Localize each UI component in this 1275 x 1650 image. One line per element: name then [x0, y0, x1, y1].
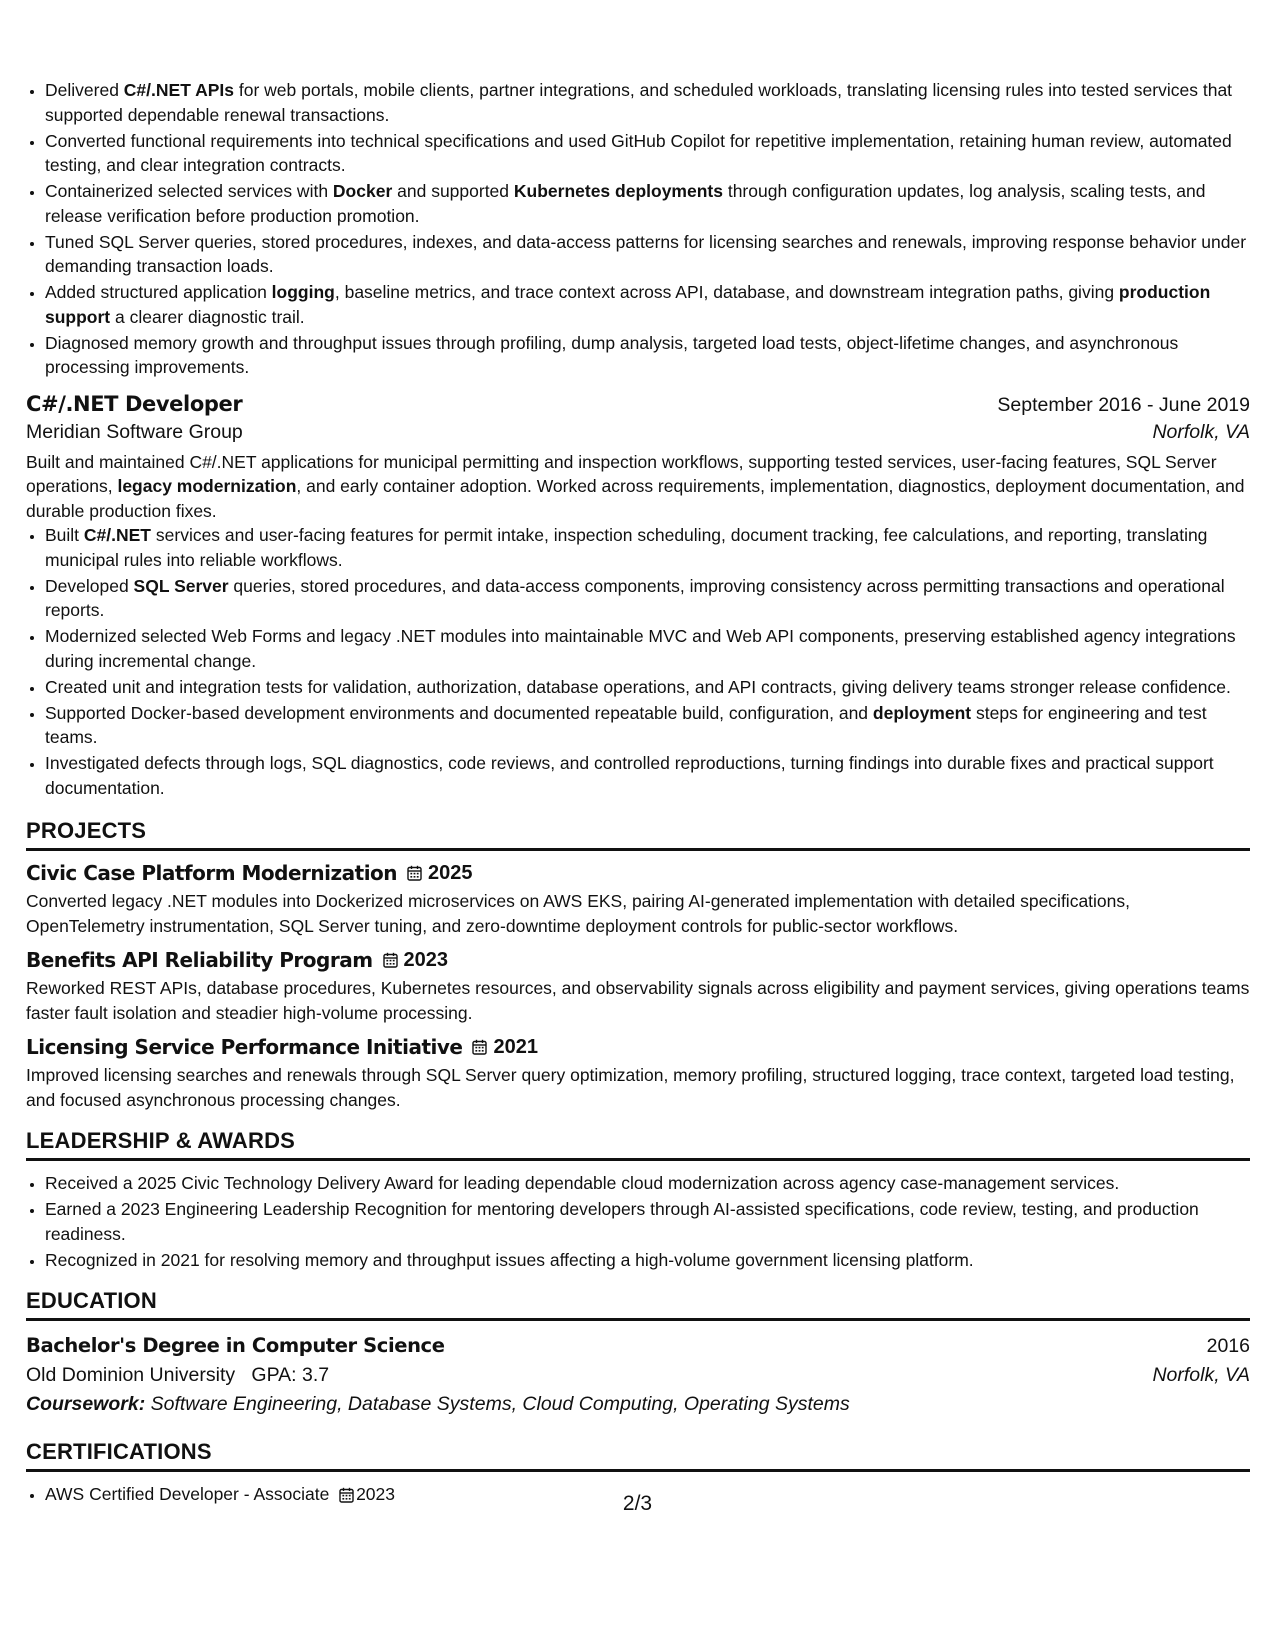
bullet-item — [45, 574, 1250, 623]
bullet-item — [45, 280, 1250, 329]
award-item: • Earned a 2023 Engineering Leadership Recognition for mentoring developers through AI-assisted specifications, code review, testing, and production readiness. — [45, 1197, 1250, 1246]
bold-text: logging — [271, 282, 335, 302]
certification-year: 2023 — [356, 1484, 395, 1504]
graduation-year: 2016 — [1206, 1335, 1250, 1357]
project-year: 2021 — [493, 1035, 538, 1058]
job-header — [26, 392, 1250, 417]
calendar-icon — [407, 865, 422, 881]
coursework-label: Coursework: — [26, 1393, 146, 1415]
projects-list — [26, 861, 1250, 1112]
job-location: Norfolk, VA — [1152, 420, 1250, 443]
project-title: Licensing Service Performance Initiative — [26, 1035, 463, 1059]
leadership-list — [26, 1171, 1250, 1272]
text-segment: through configuration updates, log analysis, scaling tests, and release verification before production promotion. — [45, 181, 1206, 226]
project-year: 2023 — [403, 948, 449, 971]
bullet-item — [45, 331, 1250, 380]
project-header — [26, 948, 1250, 972]
text-segment: Investigated defects through logs, SQL diagnostics, code reviews, and controlled reproductions, turning findings into durable fixes and practical support documentation. — [45, 753, 1214, 798]
bullet-item — [45, 701, 1250, 750]
project-entry — [26, 861, 1250, 938]
resume-page — [26, 78, 1250, 1508]
certification-name: AWS Certified Developer - Associate — [45, 1484, 330, 1504]
degree-name: Bachelor's Degree in Computer Science — [26, 1334, 445, 1357]
text-segment: Delivered — [45, 80, 124, 100]
education-entry — [26, 1331, 1250, 1419]
coursework — [26, 1390, 1250, 1419]
text-segment: , baseline metrics, and trace context across API, database, and downstream integration paths, giving — [334, 282, 1119, 302]
text-segment: Converted functional requirements into technical specifications and used GitHub Copilot for repetitive implementation, retaining human review, automated testing, and clear integration contracts. — [45, 130, 1232, 175]
job-subheader — [26, 421, 1250, 444]
text-segment: , and early container adoption. Worked across requirements, implementation, diagnostics, deployment documentation, and durable production fixes. — [26, 476, 1245, 521]
bullet-item — [45, 78, 1250, 127]
bullet-item — [45, 675, 1250, 700]
text-segment: Added structured application — [45, 282, 272, 302]
school-location: Norfolk, VA — [1152, 1364, 1250, 1386]
text-segment: and supported — [392, 181, 514, 201]
bullet-item — [45, 230, 1250, 279]
text-segment: queries, stored procedures, and data-access components, improving consistency across permitting transactions and operational reports. — [45, 575, 1225, 620]
project-year: 2025 — [428, 861, 473, 884]
certifications-heading: CERTIFICATIONS — [26, 1439, 1250, 1472]
bold-text: SQL Server — [133, 575, 229, 596]
text-segment: Developed — [45, 575, 134, 596]
projects-heading: PROJECTS — [26, 818, 1250, 851]
calendar-icon — [472, 1039, 487, 1055]
bullet-item — [45, 179, 1250, 228]
project-description: Converted legacy .NET modules into Dockerized microservices on AWS EKS, pairing AI-generated implementation with detailed specifications, OpenTelemetry instrumentation, SQL Server tuning, and zero-downtime deployment controls for public-sector workflows. — [26, 891, 1131, 936]
job-entry — [26, 392, 1250, 801]
education-heading: EDUCATION — [26, 1288, 1250, 1321]
project-header — [26, 1035, 1250, 1059]
project-title: Benefits API Reliability Program — [26, 948, 373, 972]
text-segment: services and user-facing features for permit intake, inspection scheduling, document tracking, fee calculations, and reporting, translating municipal rules into reliable workflows. — [45, 525, 1208, 570]
project-entry — [26, 948, 1250, 1025]
award-item: • Received a 2025 Civic Technology Delivery Award for leading dependable cloud modernization across agency case-management services. — [45, 1171, 1250, 1196]
bold-text: Kubernetes deployments — [513, 181, 723, 201]
coursework-list: Software Engineering, Database Systems, Cloud Computing, Operating Systems — [150, 1393, 850, 1415]
leadership-heading: LEADERSHIP & AWARDS — [26, 1128, 1250, 1161]
job-summary — [26, 450, 1250, 524]
education-school-row — [26, 1361, 1250, 1390]
gpa: GPA: 3.7 — [251, 1364, 330, 1386]
bold-text: C#/.NET APIs — [123, 80, 235, 100]
education-degree-row — [26, 1331, 1250, 1361]
bullet-item — [45, 751, 1250, 800]
text-segment: Containerized selected services with — [45, 181, 333, 201]
text-segment: Tuned SQL Server queries, stored procedures, indexes, and data-access patterns for licensing searches and renewals, improving response behavior under demanding transaction loads. — [45, 231, 1247, 276]
bold-text: C#/.NET — [83, 525, 152, 545]
bold-text: deployment — [872, 702, 972, 723]
bold-text: legacy modernization — [117, 476, 297, 496]
text-segment: Diagnosed memory growth and throughput issues through profiling, dump analysis, targeted load tests, object-lifetime changes, and asynchronous processing improvements. — [45, 332, 1179, 377]
text-segment: Created unit and integration tests for validation, authorization, database operations, and API contracts, giving delivery teams stronger release confidence. — [45, 676, 1231, 697]
previous-job-bullets — [26, 78, 1250, 380]
bullet-item — [45, 624, 1250, 673]
job-bullets — [26, 523, 1250, 800]
bold-text: Docker — [332, 181, 393, 201]
school-name: Old Dominion University — [26, 1364, 236, 1386]
project-description: Reworked REST APIs, database procedures, Kubernetes resources, and observability signals across eligibility and payment services, giving operations teams faster fault isolation and steadier high-volume processing. — [26, 978, 1250, 1023]
project-header — [26, 861, 1250, 885]
text-segment: Modernized selected Web Forms and legacy .NET modules into maintainable MVC and Web API components, preserving established agency integrations during incremental change. — [45, 626, 1236, 671]
job-dates: September 2016 - June 2019 — [997, 393, 1250, 416]
project-description: Improved licensing searches and renewals through SQL Server query optimization, memory profiling, structured logging, trace context, targeted load testing, and focused asynchronous processing changes. — [26, 1065, 1235, 1110]
calendar-icon — [383, 952, 398, 968]
text-segment: Built and maintained C#/.NET applications for municipal permitting and inspection workflows, supporting tested services, user-facing features, SQL Server operations, — [26, 451, 1217, 496]
project-entry — [26, 1035, 1250, 1112]
text-segment: a clearer diagnostic trail. — [110, 306, 305, 327]
bold-text: production support — [45, 282, 1211, 327]
award-item: • Recognized in 2021 for resolving memory and throughput issues affecting a high-volume government licensing platform. — [45, 1248, 1250, 1273]
text-segment: steps for engineering and test teams. — [45, 702, 1207, 747]
text-segment: Built — [45, 525, 84, 545]
text-segment: Supported Docker-based development environments and documented repeatable build, configuration, and — [45, 702, 873, 723]
bullet-item — [45, 129, 1250, 178]
page-number: 2/3 — [622, 1492, 653, 1515]
company-name: Meridian Software Group — [26, 420, 243, 443]
project-title: Civic Case Platform Modernization — [26, 861, 398, 885]
text-segment: for web portals, mobile clients, partner integrations, and scheduled workloads, translating licensing rules into tested services that supported dependable renewal transactions. — [45, 80, 1233, 125]
bullet-item — [45, 523, 1250, 572]
job-title: C#/.NET Developer — [26, 391, 243, 416]
school-info — [26, 1361, 329, 1390]
